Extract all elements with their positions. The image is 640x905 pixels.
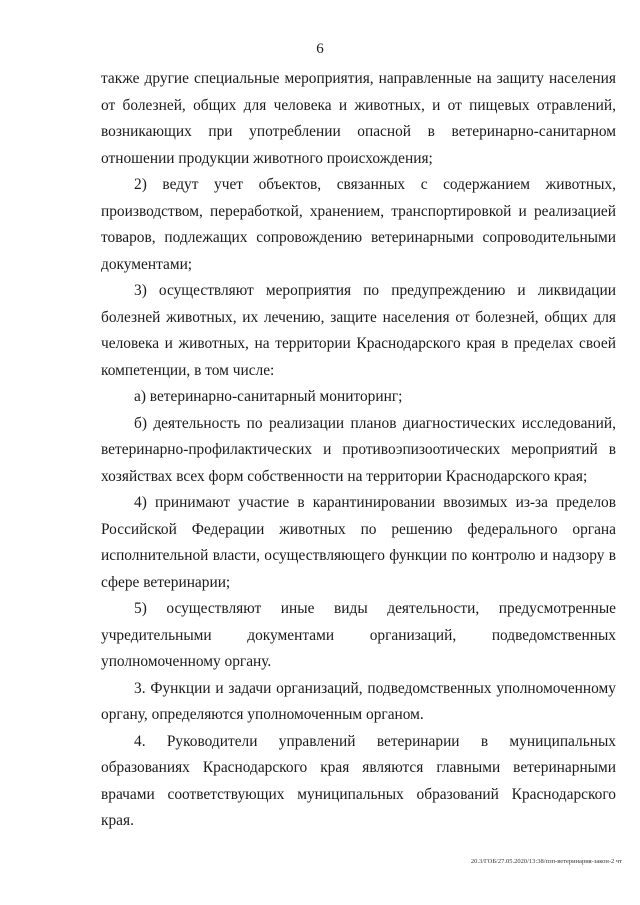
paragraph: 3. Функции и задачи организаций, подведомственных уполномоченному органу, определяются уполномоченным органом. <box>101 679 616 723</box>
paragraph: а) ветеринарно-санитарный мониторинг; <box>134 388 403 405</box>
paragraph: 4) принимают участие в карантинировании ввозимых из-за пределов Российской Федерации животных по решению федерального органа исполнительной власти, осуществляющего функции по контролю и надзору в сфере ветеринарии; <box>101 494 616 591</box>
paragraph: 3) осуществляют мероприятия по предупреждению и ликвидации болезней животных, их лечению, защите населения от болезней, общих для человека и животных, на территории Краснодарского края в пределах своей компетенции, в том числе: <box>101 282 616 379</box>
paragraph: б) деятельность по реализации планов диагностических исследований, ветеринарно-профилактических и противоэпизоотических мероприятий в хозяйствах всех форм собственности на территории Краснодарского края; <box>101 414 616 485</box>
paragraph: 4. Руководители управлений ветеринарии в муниципальных образованиях Краснодарского края являются главными ветеринарными врачами соответствующих муниципальных образований Краснодарского края. <box>101 732 616 829</box>
footer-document-reference: 20.3/ГОБ/27.05.2020/13:38/пзп-ветеринария-закон-2 чт <box>470 858 622 865</box>
document-body <box>101 66 616 835</box>
paragraph: также другие специальные мероприятия, направленные на защиту населения от болезней, общих для человека и животных, и от пищевых отравлений, возникающих при употреблении опасной в ветеринарно-санитарном отношении продукции животного происхождения; <box>101 70 616 167</box>
paragraph: 2) ведут учет объектов, связанных с содержанием животных, производством, переработкой, хранением, транспортировкой и реализацией товаров, подлежащих сопровождению ветеринарными сопроводительными документами; <box>101 176 616 273</box>
paragraph: 5) осуществляют иные виды деятельности, предусмотренные учредительными документами организаций, подведомственных уполномоченному органу. <box>101 600 616 670</box>
page-number: 6 <box>316 41 324 57</box>
